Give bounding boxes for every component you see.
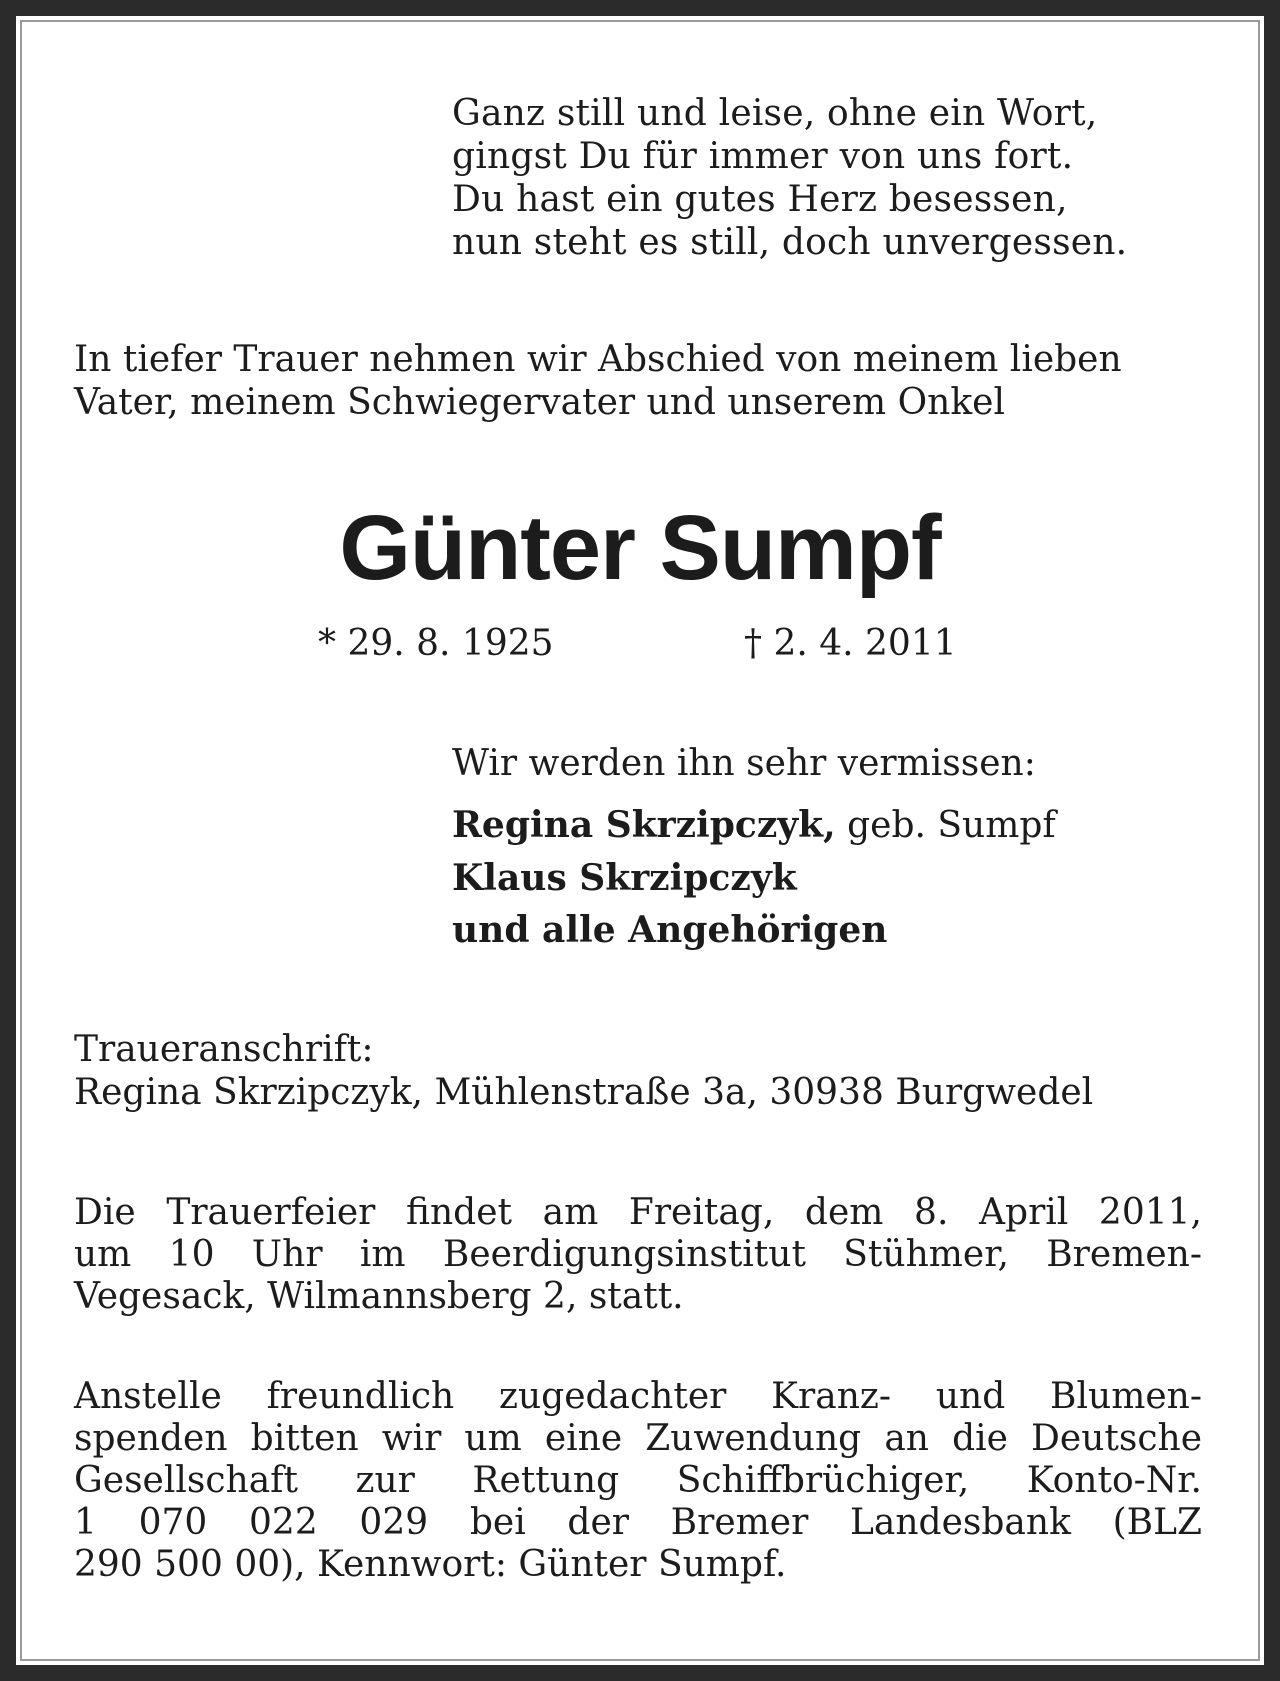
paragraph-line: 1 070 022 029 bei der Bremer Landesbank (BLZ	[74, 1502, 1202, 1543]
mourner-line: Klaus Skrzipczyk	[452, 857, 797, 899]
poem-line: nun steht es still, doch unvergessen.	[452, 222, 1128, 263]
paragraph-line: Gesellschaft zur Rettung Schiffbrüchiger, Konto-Nr.	[74, 1460, 1202, 1501]
ceremony-paragraph	[74, 1192, 1202, 1318]
paragraph-line: Vegesack, Wilmannsberg 2, statt.	[74, 1276, 684, 1317]
death-date: † 2. 4. 2011	[744, 623, 957, 664]
mourner-line: und alle Angehörigen	[452, 909, 888, 951]
address-value: Regina Skrzipczyk, Mühlenstraße 3a, 30938 Burgwedel	[74, 1072, 1094, 1113]
birth-date: * 29. 8. 1925	[318, 623, 554, 664]
paragraph-line: um 10 Uhr im Beerdigungsinstitut Stühmer, Bremen-	[74, 1234, 1202, 1275]
intro-line: Vater, meinem Schwiegervater und unserem Onkel	[74, 382, 1005, 423]
paragraph-line: Anstelle freundlich zugedachter Kranz- und Blumen-	[74, 1376, 1202, 1417]
intro-line: In tiefer Trauer nehmen wir Abschied von meinem lieben	[74, 339, 1122, 380]
mourner-line	[452, 799, 1056, 852]
address-block	[74, 1028, 1093, 1114]
deceased-name: Günter Sumpf	[339, 497, 941, 599]
poem-line: Du hast ein gutes Herz besessen,	[452, 179, 1068, 220]
mourners-heading: Wir werden ihn sehr vermissen:	[452, 743, 1036, 784]
poem-line: Ganz still und leise, ohne ein Wort,	[452, 93, 1098, 134]
poem-line: gingst Du für immer von uns fort.	[452, 136, 1074, 177]
mourners-block	[452, 742, 1056, 956]
donation-paragraph	[74, 1376, 1202, 1586]
poem	[452, 92, 1127, 264]
intro-text	[74, 338, 1122, 424]
paragraph-line: spenden bitten wir um eine Zuwendung an die Deutsche	[74, 1418, 1202, 1459]
address-label: Traueranschrift:	[74, 1029, 374, 1070]
paragraph-line: 290 500 00), Kennwort: Günter Sumpf.	[74, 1544, 787, 1585]
mourner-note: geb. Sumpf	[835, 805, 1056, 846]
mourner-name: Regina Skrzipczyk,	[452, 804, 836, 846]
paragraph-line: Die Trauerfeier findet am Freitag, dem 8. April 2011,	[74, 1192, 1202, 1233]
